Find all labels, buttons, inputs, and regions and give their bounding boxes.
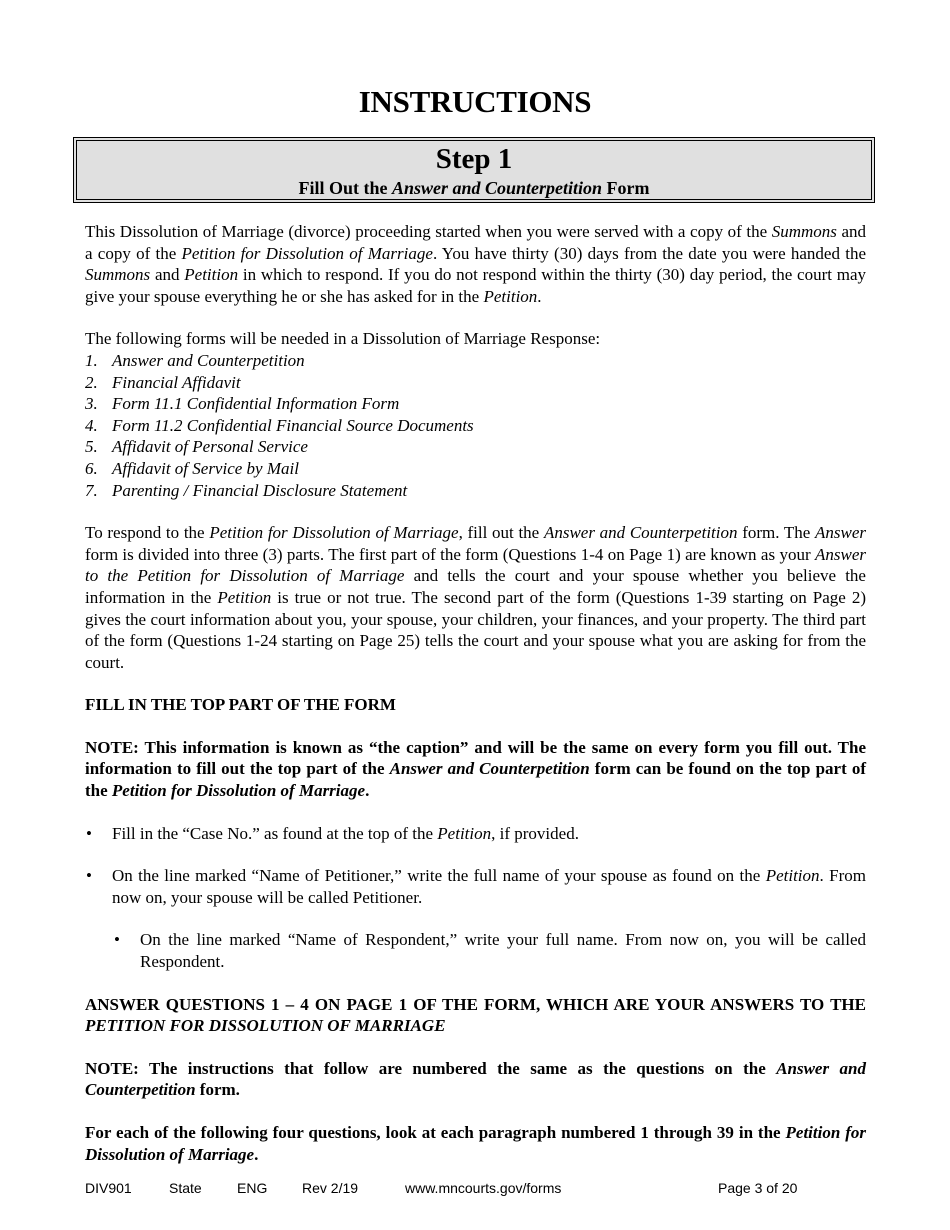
list-item: 2. Financial Affidavit [85, 372, 241, 392]
page-footer [85, 1180, 866, 1198]
list-item: 3. Form 11.1 Confidential Information Form [85, 394, 400, 414]
intro-paragraph: This Dissolution of Marriage (divorce) proceeding started when you were served with a copy of the Summons and a copy of the Petition for Dissolution of Marriage. You have thirty (30) days from the date you were handed the Summons and Petition in which to respond. If you do not respond within the thirty (30) day period, the court may give your spouse everything he or she has asked for in the Petition. [85, 222, 867, 306]
page-title: INSTRUCTIONS [358, 84, 592, 119]
caption-bullets-nested [85, 929, 866, 972]
bullet-petitioner: • On the line marked “Name of Petitioner,” write the full name of your spouse as found on the Petition. From now on, your spouse will be called Petitioner. [85, 865, 866, 908]
caption-bullets-2 [85, 865, 866, 908]
footer-form-id: DIV901 [85, 1180, 132, 1196]
bullet-case-no: • Fill in the “Case No.” as found at the top of the Petition, if provided. [85, 823, 866, 845]
numbering-note: NOTE: The instructions that follow are numbered the same as the questions on the Answer and Counterpetition form. [85, 1058, 866, 1100]
list-item: 5. Affidavit of Personal Service [85, 437, 308, 457]
footer-revision: Rev 2/19 [302, 1180, 359, 1196]
list-item: 6. Affidavit of Service by Mail [85, 458, 299, 478]
fill-top-heading: FILL IN THE TOP PART OF THE FORM [85, 695, 396, 715]
respond-paragraph: To respond to the Petition for Dissolution of Marriage, fill out the Answer and Counterpetition form. The Answer form is divided into three (3) parts. The first part of the form (Questions 1-4 on Page 1) are known as your Answer to the Petition for Dissolution of Marriage and tells the court and your spouse whether you believe the information in the Petition is true or not true. The second part of the form (Questions 1-39 starting on Page 2) gives the court information about you, your spouse, your children, your finances, and your property. The third part of the form (Questions 1-24 starting on Page 25) tells the court and your spouse what you are asking for from the court. [85, 523, 867, 672]
footer-page-number: Page 3 of 20 [718, 1180, 798, 1196]
footer-jurisdiction: State [169, 1180, 202, 1196]
list-item: 1. Answer and Counterpetition [85, 350, 305, 370]
step-title: Step 1 [435, 143, 513, 175]
caption-note: NOTE: This information is known as “the caption” and will be the same on every form you fill out. The information to fill out the top part of the Answer and Counterpetition form can be found on the top part of the Petition for Dissolution of Marriage. [85, 737, 866, 801]
step-subtitle: Fill Out the Answer and Counterpetition Form [298, 178, 650, 198]
list-item: 7. Parenting / Financial Disclosure Statement [85, 480, 408, 500]
bullet-respondent: • On the line marked “Name of Respondent,” write your full name. From now on, you will be called Respondent. [113, 929, 866, 972]
caption-bullets [85, 823, 866, 845]
answer-questions-heading: ANSWER QUESTIONS 1 – 4 ON PAGE 1 OF THE FORM, WHICH ARE YOUR ANSWERS TO THE PETITION FOR DISSOLUTION OF MARRIAGE [85, 994, 866, 1036]
instructions-body [85, 221, 866, 1165]
list-item: 4. Form 11.2 Confidential Financial Source Documents [85, 415, 474, 435]
footer-url-link[interactable]: www.mncourts.gov/forms [405, 1180, 562, 1196]
four-questions-paragraph: For each of the following four questions, look at each paragraph numbered 1 through 39 in the Petition for Dissolution of Marriage. [85, 1123, 866, 1164]
forms-list [85, 350, 866, 501]
forms-intro: The following forms will be needed in a Dissolution of Marriage Response: [85, 329, 601, 349]
footer-language: ENG [237, 1180, 268, 1196]
step-header-box [73, 137, 875, 203]
